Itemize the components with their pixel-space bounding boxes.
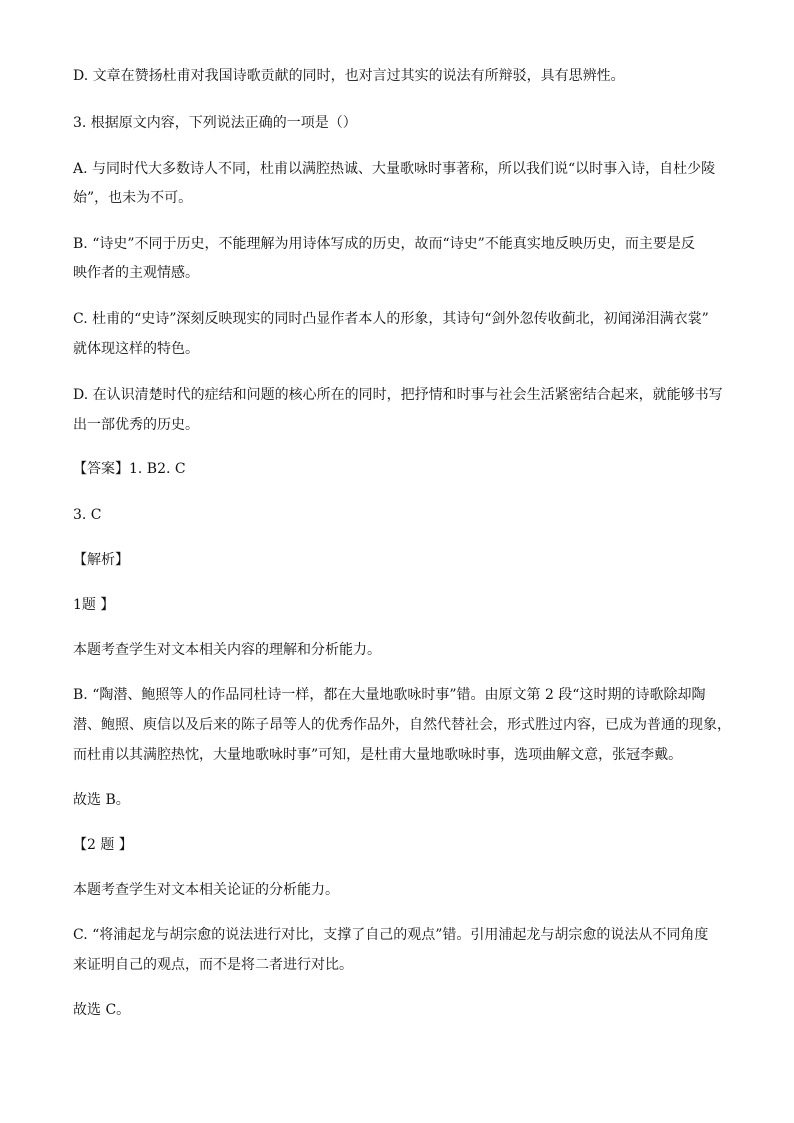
option-d2-line-2: 出一部优秀的历史。 bbox=[73, 417, 199, 433]
q1-body-line-2: 潜、鲍照、庾信以及后来的陈子昂等人的优秀作品外，自然代替社会，形式胜过内容，已成为普通的现象， bbox=[73, 717, 731, 733]
option-b-line-2: 映作者的主观情感。 bbox=[73, 265, 199, 281]
answer-3-line: 3. C bbox=[73, 507, 102, 523]
q2-body-line-1: C. “将浦起龙与胡宗愈的说法进行对比，支撑了自己的观点”错。引用浦起龙与胡宗愈的说法从不同角度 bbox=[73, 927, 709, 943]
option-a-line-1: A. 与同时代大多数诗人不同，杜甫以满腔热诚、大量歌咏时事著称，所以我们说“以时事入诗，自杜少陵 bbox=[73, 161, 716, 177]
option-d-text: D. 文章在赞扬杜甫对我国诗歌贡献的同时，也对言过其实的说法有所辩驳，具有思辨性。 bbox=[73, 68, 625, 84]
answer-line: 【答案】1. B2. C bbox=[73, 461, 186, 477]
q1-body-line-3: 而杜甫以其满腔热忱，大量地歌咏时事”可知，是杜甫大量地歌咏时事，选项曲解文意，张冠李戴。 bbox=[73, 747, 683, 763]
q2-intro: 本题考查学生对文本相关论证的分析能力。 bbox=[73, 882, 339, 898]
question-3-text: 3. 根据原文内容，下列说法正确的一项是（） bbox=[73, 115, 357, 131]
q2-body-line-2: 来证明自己的观点，而不是将二者进行对比。 bbox=[73, 957, 353, 973]
option-b-line-1: B. “诗史”不同于历史，不能理解为用诗体写成的历史，故而“诗史”不能真实地反映历史，而主要是反 bbox=[73, 236, 695, 252]
option-c-line-2: 就体现这样的特色。 bbox=[73, 341, 199, 357]
analysis-heading: 【解析】 bbox=[73, 552, 129, 568]
option-a-line-2: 始”，也未为不可。 bbox=[73, 190, 193, 206]
option-d2-line-1: D. 在认识清楚时代的症结和问题的核心所在的同时，把抒情和时事与社会生活紧密结合起来，就能够书写 bbox=[73, 387, 723, 403]
q1-body-line-1: B. “陶潜、鲍照等人的作品同杜诗一样，都在大量地歌咏时事”错。由原文第 2 段“这时期的诗歌除却陶 bbox=[73, 687, 706, 703]
option-c-line-1: C. 杜甫的“史诗”深刻反映现实的同时凸显作者本人的形象，其诗句“剑外忽传收蓟北，初闻涕泪满衣裳” bbox=[73, 311, 709, 327]
question-2-heading: 【2 题 】 bbox=[73, 837, 133, 853]
q1-intro: 本题考查学生对文本相关内容的理解和分析能力。 bbox=[73, 642, 381, 658]
q2-conclusion: 故选 C。 bbox=[73, 1002, 131, 1018]
question-1-heading: 1题 】 bbox=[73, 597, 115, 613]
q1-conclusion: 故选 B。 bbox=[73, 792, 130, 808]
